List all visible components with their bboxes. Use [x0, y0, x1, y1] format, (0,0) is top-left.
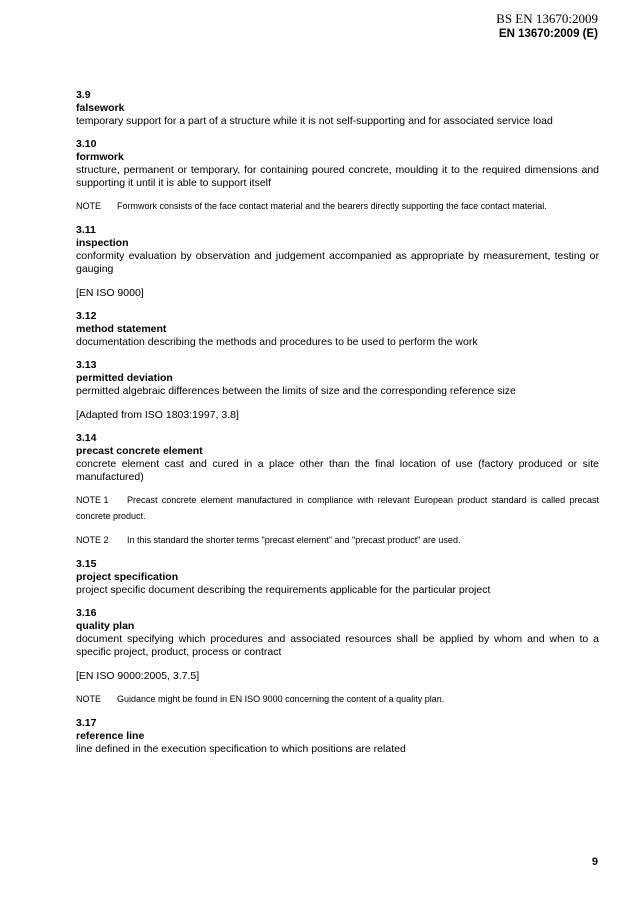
definition: line defined in the execution specification to which positions are related [76, 743, 406, 755]
clause-number: 3.14 [76, 432, 97, 444]
definition-entry [76, 432, 599, 548]
definition: conformity evaluation by observation and judgement accompanied as appropriate by measurement, testing or gauging [76, 250, 599, 275]
term: inspection [76, 237, 129, 249]
definition-entry [76, 138, 599, 214]
definition: permitted algebraic differences between the limits of size and the corresponding reference size [76, 385, 516, 397]
clause-number: 3.9 [76, 89, 91, 101]
term: permitted deviation [76, 372, 173, 384]
definition: document specifying which procedures and associated resources shall be applied by whom and when to a specific project, product, process or contract [76, 633, 599, 658]
clause-number: 3.11 [76, 224, 96, 236]
source-reference: [EN ISO 9000:2005, 3.7.5] [76, 670, 200, 682]
definition-entry [76, 359, 599, 422]
note-text: Guidance might be found in EN ISO 9000 concerning the content of a quality plan. [117, 694, 445, 704]
note-text: In this standard the shorter terms "precast element" and "precast product" are used. [127, 535, 461, 545]
definition-entry [76, 607, 599, 707]
document-body [76, 89, 599, 766]
note-label: NOTE 1 [76, 495, 109, 505]
term: formwork [76, 151, 124, 163]
clause-number: 3.12 [76, 310, 97, 322]
term: falsework [76, 102, 125, 114]
definition-entry [76, 717, 599, 756]
term: reference line [76, 730, 145, 742]
header-standard-bold: EN 13670:2009 (E) [498, 28, 598, 40]
note [76, 492, 599, 524]
definition-entry [76, 224, 599, 300]
definition: documentation describing the methods and procedures to be used to perform the work [76, 336, 478, 348]
note [76, 532, 599, 548]
source-reference: [Adapted from ISO 1803:1997, 3.8] [76, 409, 239, 421]
term: quality plan [76, 620, 135, 632]
definition-entry [76, 89, 599, 128]
note-label: NOTE [76, 694, 102, 704]
definition-entry [76, 558, 599, 597]
clause-number: 3.17 [76, 717, 97, 729]
note-label: NOTE [76, 201, 102, 211]
page-number: 9 [591, 856, 598, 868]
term: method statement [76, 323, 167, 335]
note-label: NOTE 2 [76, 535, 109, 545]
definition: temporary support for a part of a structure while it is not self-supporting and for associated service load [76, 115, 553, 127]
note-text: Precast concrete element manufactured in compliance with relevant European product standard is called precast concrete product. [76, 495, 599, 521]
term: project specification [76, 571, 179, 583]
definition: concrete element cast and cured in a place other than the final location of use (factory produced or site manufactured) [76, 458, 599, 483]
note-text: Formwork consists of the face contact material and the bearers directly supporting the face contact material. [117, 201, 547, 211]
clause-number: 3.10 [76, 138, 97, 150]
definition-entry [76, 310, 599, 349]
clause-number: 3.15 [76, 558, 97, 570]
definition: project specific document describing the requirements applicable for the particular project [76, 584, 491, 596]
term: precast concrete element [76, 445, 203, 457]
note [76, 198, 599, 214]
clause-number: 3.13 [76, 359, 97, 371]
definition: structure, permanent or temporary, for containing poured concrete, moulding it to the required dimensions and supporting it until it is able to support itself [76, 164, 599, 189]
header-standard: BS EN 13670:2009 [496, 11, 598, 26]
note [76, 691, 599, 707]
source-reference: [EN ISO 9000] [76, 287, 144, 299]
clause-number: 3.16 [76, 607, 97, 619]
